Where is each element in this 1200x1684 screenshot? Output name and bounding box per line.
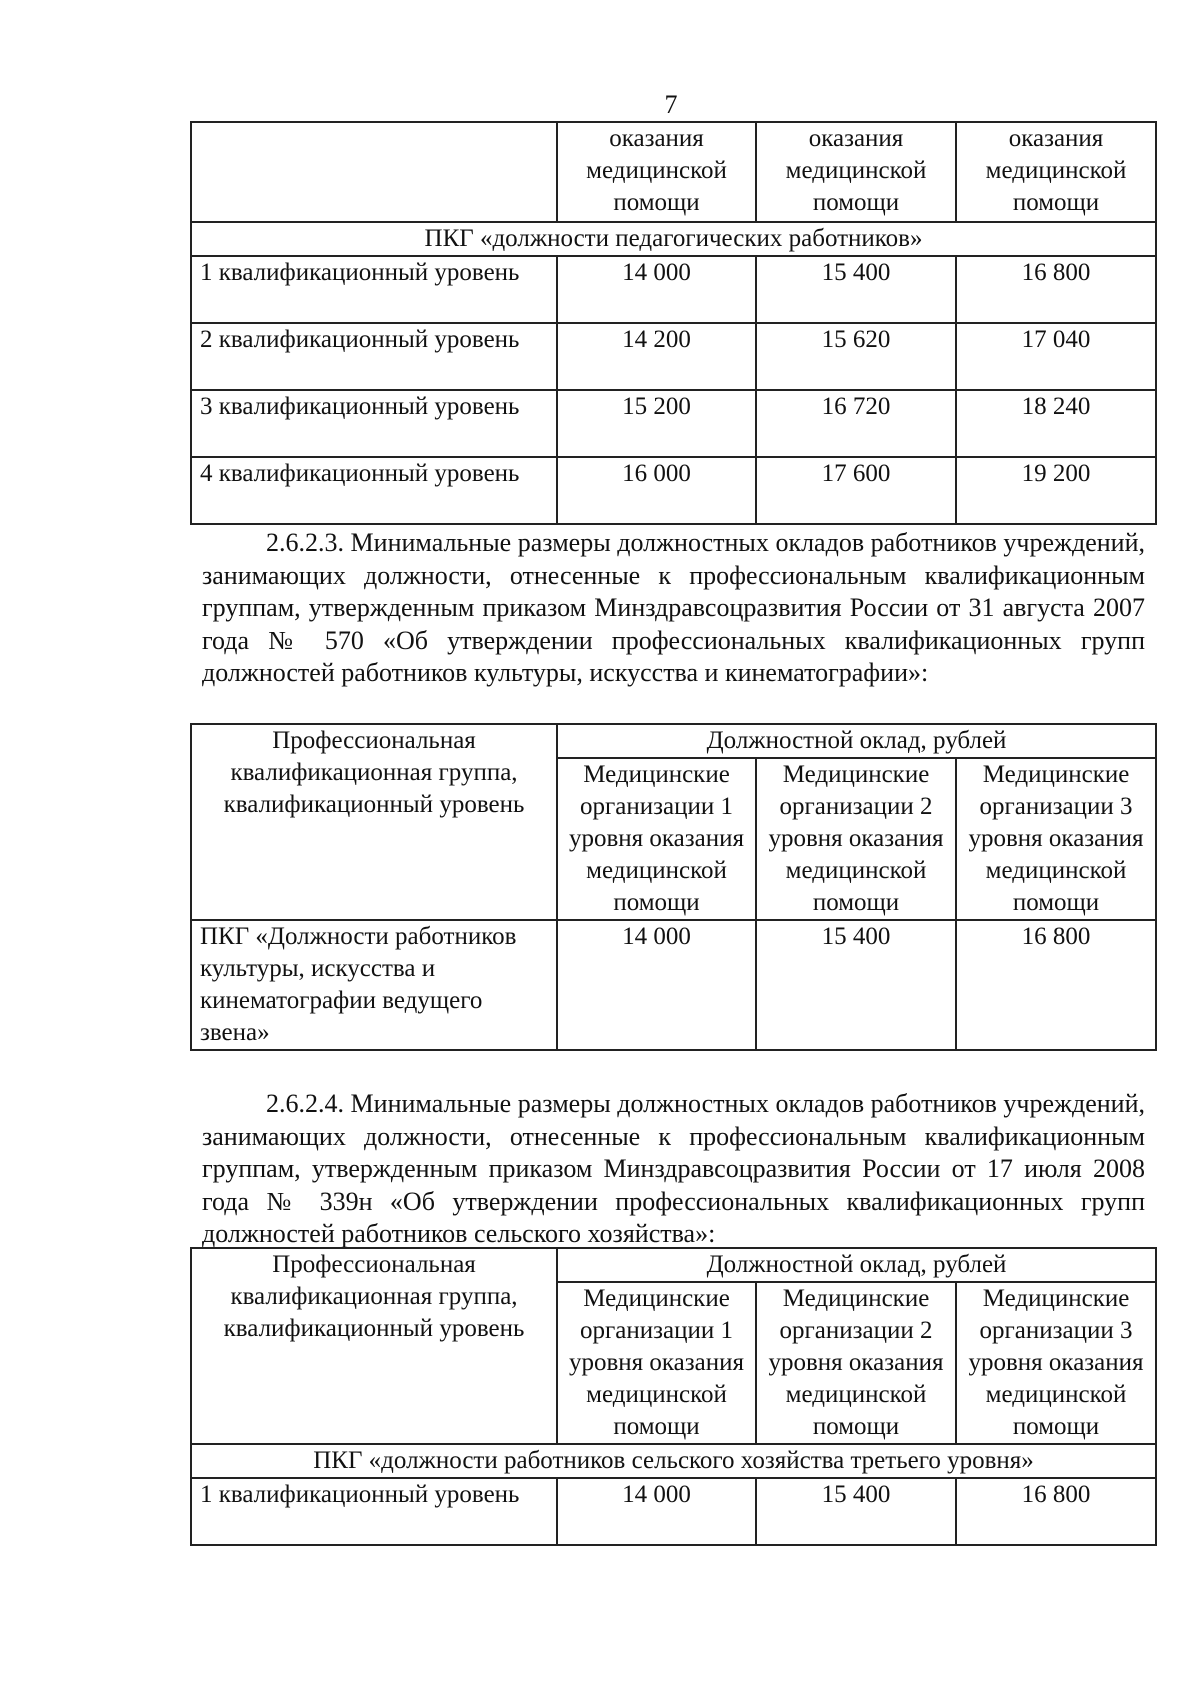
salary-header: Должностной оклад, рублей	[557, 1248, 1156, 1282]
org-header-level2: Медицинские организации 2 уровня оказания медицинской помощи	[756, 758, 956, 920]
level-label: 1 квалификационный уровень	[191, 1478, 557, 1545]
group-title: ПКГ «должности работников сельского хозяйства третьего уровня»	[191, 1444, 1156, 1478]
level-label: 1 квалификационный уровень	[191, 256, 557, 323]
salary-value: 15 200	[557, 390, 756, 457]
salary-value: 19 200	[956, 457, 1156, 524]
level-label: 4 квалификационный уровень	[191, 457, 557, 524]
page-number: 7	[664, 90, 678, 119]
col-header-group: Профессиональная квалификационная группа, квалификационный уровень	[191, 724, 557, 920]
salary-value: 14 000	[557, 256, 756, 323]
org-header-level1: Медицинские организации 1 уровня оказания медицинской помощи	[557, 1282, 756, 1444]
level-label: 2 квалификационный уровень	[191, 323, 557, 390]
table-culture-workers	[190, 723, 1157, 1051]
org-header-level1: Медицинские организации 1 уровня оказания медицинской помощи	[557, 758, 756, 920]
table-agriculture-workers	[190, 1247, 1157, 1546]
salary-value: 14 000	[557, 1478, 756, 1545]
salary-value: 16 720	[756, 390, 956, 457]
org-header-level3: Медицинские организации 3 уровня оказания медицинской помощи	[956, 758, 1156, 920]
level-label: 3 квалификационный уровень	[191, 390, 557, 457]
salary-value: 16 000	[557, 457, 756, 524]
org-header-level3: Медицинские организации 3 уровня оказания медицинской помощи	[956, 1282, 1156, 1444]
table-row	[191, 390, 1156, 457]
table-row	[191, 1478, 1156, 1545]
table-row	[191, 256, 1156, 323]
salary-value: 14 200	[557, 323, 756, 390]
header-cell-level2: оказания медицинской помощи	[756, 122, 956, 222]
salary-value: 15 400	[756, 256, 956, 323]
group-label: ПКГ «Должности работников культуры, искусства и кинематографии ведущего звена»	[191, 920, 557, 1050]
header-cell-level3: оказания медицинской помощи	[956, 122, 1156, 222]
org-header-level2: Медицинские организации 2 уровня оказания медицинской помощи	[756, 1282, 956, 1444]
table-pedagogical-workers	[190, 121, 1157, 525]
salary-value: 16 800	[956, 256, 1156, 323]
salary-value: 17 600	[756, 457, 956, 524]
salary-header: Должностной оклад, рублей	[557, 724, 1156, 758]
salary-value: 15 400	[756, 1478, 956, 1545]
salary-value: 17 040	[956, 323, 1156, 390]
salary-value: 15 620	[756, 323, 956, 390]
group-title-row	[191, 222, 1156, 256]
col-header-group: Профессиональная квалификационная группа, квалификационный уровень	[191, 1248, 557, 1444]
table-header-row	[191, 1248, 1156, 1282]
paragraph-2-6-2-4: 2.6.2.4. Минимальные размеры должностных окладов работников учреждений, занимающих должности, отнесенные к профессиональным квалификационным группам, утвержденным приказом Минздравсоцразвития России от 17 июля 2008 года № 339н «Об утверждении профессиональных квалификационных групп должностей работников сельского хозяйства»:	[202, 1089, 1145, 1248]
table-row	[191, 457, 1156, 524]
group-title-row	[191, 1444, 1156, 1478]
header-cell-empty	[191, 122, 557, 222]
salary-value: 18 240	[956, 390, 1156, 457]
salary-value: 15 400	[756, 920, 956, 1050]
paragraph-2-6-2-3: 2.6.2.3. Минимальные размеры должностных окладов работников учреждений, занимающих должности, отнесенные к профессиональным квалификационным группам, утвержденным приказом Минздравсоцразвития России от 31 августа 2007 года № 570 «Об утверждении профессиональных квалификационных групп должностей работников культуры, искусства и кинематографии»:	[202, 528, 1145, 687]
salary-value: 16 800	[956, 1478, 1156, 1545]
salary-value: 14 000	[557, 920, 756, 1050]
group-title: ПКГ «должности педагогических работников»	[191, 222, 1156, 256]
table-row	[191, 323, 1156, 390]
salary-value: 16 800	[956, 920, 1156, 1050]
table-header-row	[191, 122, 1156, 222]
header-cell-level1: оказания медицинской помощи	[557, 122, 756, 222]
table-header-row	[191, 724, 1156, 758]
table-row	[191, 920, 1156, 1050]
